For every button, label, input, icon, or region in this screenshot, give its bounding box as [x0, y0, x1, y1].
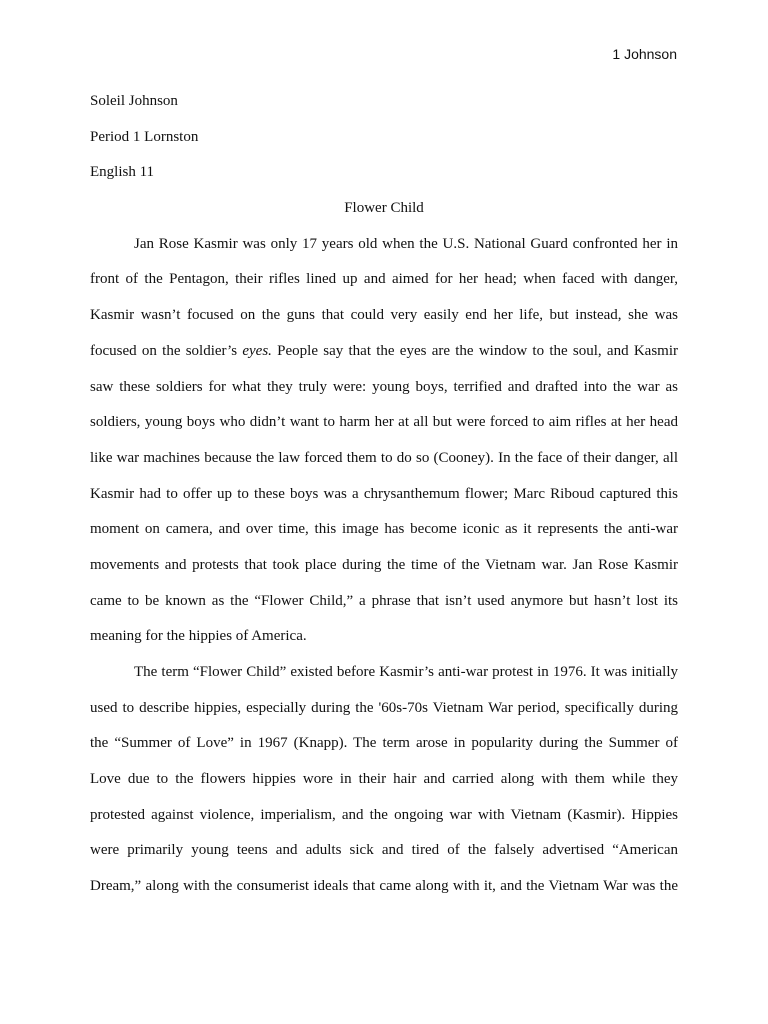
paragraph-line: Kasmir had to offer up to these boys was a chrysanthemum flower; Marc Riboud captured this — [90, 485, 678, 502]
paragraph-line: used to describe hippies, especially during the '60s-70s Vietnam War period, specifically during — [90, 699, 678, 716]
paragraph-line: Dream,” along with the consumerist ideals that came along with it, and the Vietnam War was the — [90, 878, 678, 895]
paragraph-line — [90, 334, 678, 370]
emphasized-word: eyes. — [242, 342, 272, 359]
paragraph-line: saw these soldiers for what they truly were: young boys, terrified and drafted into the war as — [90, 378, 678, 395]
paragraph-line: movements and protests that took place during the time of the Vietnam war. Jan Rose Kasmir — [90, 556, 678, 573]
paragraph-line: meaning for the hippies of America. — [90, 628, 307, 645]
paragraph-line: came to be known as the “Flower Child,” a phrase that isn’t used anymore but hasn’t lost its — [90, 592, 678, 609]
paragraph-line: Jan Rose Kasmir was only 17 years old when the U.S. National Guard confronted her in — [134, 235, 678, 252]
paragraph-line: soldiers, young boys who didn’t want to harm her at all but were forced to aim rifles at her head — [90, 414, 678, 431]
class-period-teacher: Period 1 Lornston — [90, 128, 199, 145]
line-text: focused on the soldier’s — [90, 342, 243, 359]
paragraph-1 — [90, 227, 678, 655]
paragraph-line: protested against violence, imperialism, and the ongoing war with Vietnam (Kasmir). Hippies — [90, 806, 678, 823]
paragraph-line: were primarily young teens and adults sick and tired of the falsely advertised “American — [90, 842, 678, 859]
paragraph-line: Kasmir wasn’t focused on the guns that could very easily end her life, but instead, she was — [90, 307, 678, 324]
paragraph-line: the “Summer of Love” in 1967 (Knapp). The term arose in popularity during the Summer of — [90, 735, 678, 752]
essay-body — [90, 84, 678, 905]
paragraph-line: moment on camera, and over time, this image has become iconic as it represents the anti-war — [90, 521, 678, 538]
line-text: People say that the eyes are the window to the soul, and Kasmir — [271, 342, 678, 359]
paragraph-2 — [90, 655, 678, 905]
course-name: English 11 — [90, 164, 155, 181]
paragraph-line: The term “Flower Child” existed before Kasmir’s anti-war protest in 1976. It was initially — [134, 664, 678, 680]
student-name: Soleil Johnson — [90, 93, 178, 109]
paragraph-line: like war machines because the law forced them to do so (Cooney). In the face of their danger, all — [90, 449, 678, 466]
paragraph-line: Love due to the flowers hippies wore in their hair and carried along with them while they — [90, 771, 678, 788]
paragraph-line: front of the Pentagon, their rifles lined up and aimed for her head; when faced with danger, — [90, 271, 678, 288]
essay-title: Flower Child — [344, 200, 424, 217]
running-header-page-number: 1 Johnson — [612, 46, 677, 62]
